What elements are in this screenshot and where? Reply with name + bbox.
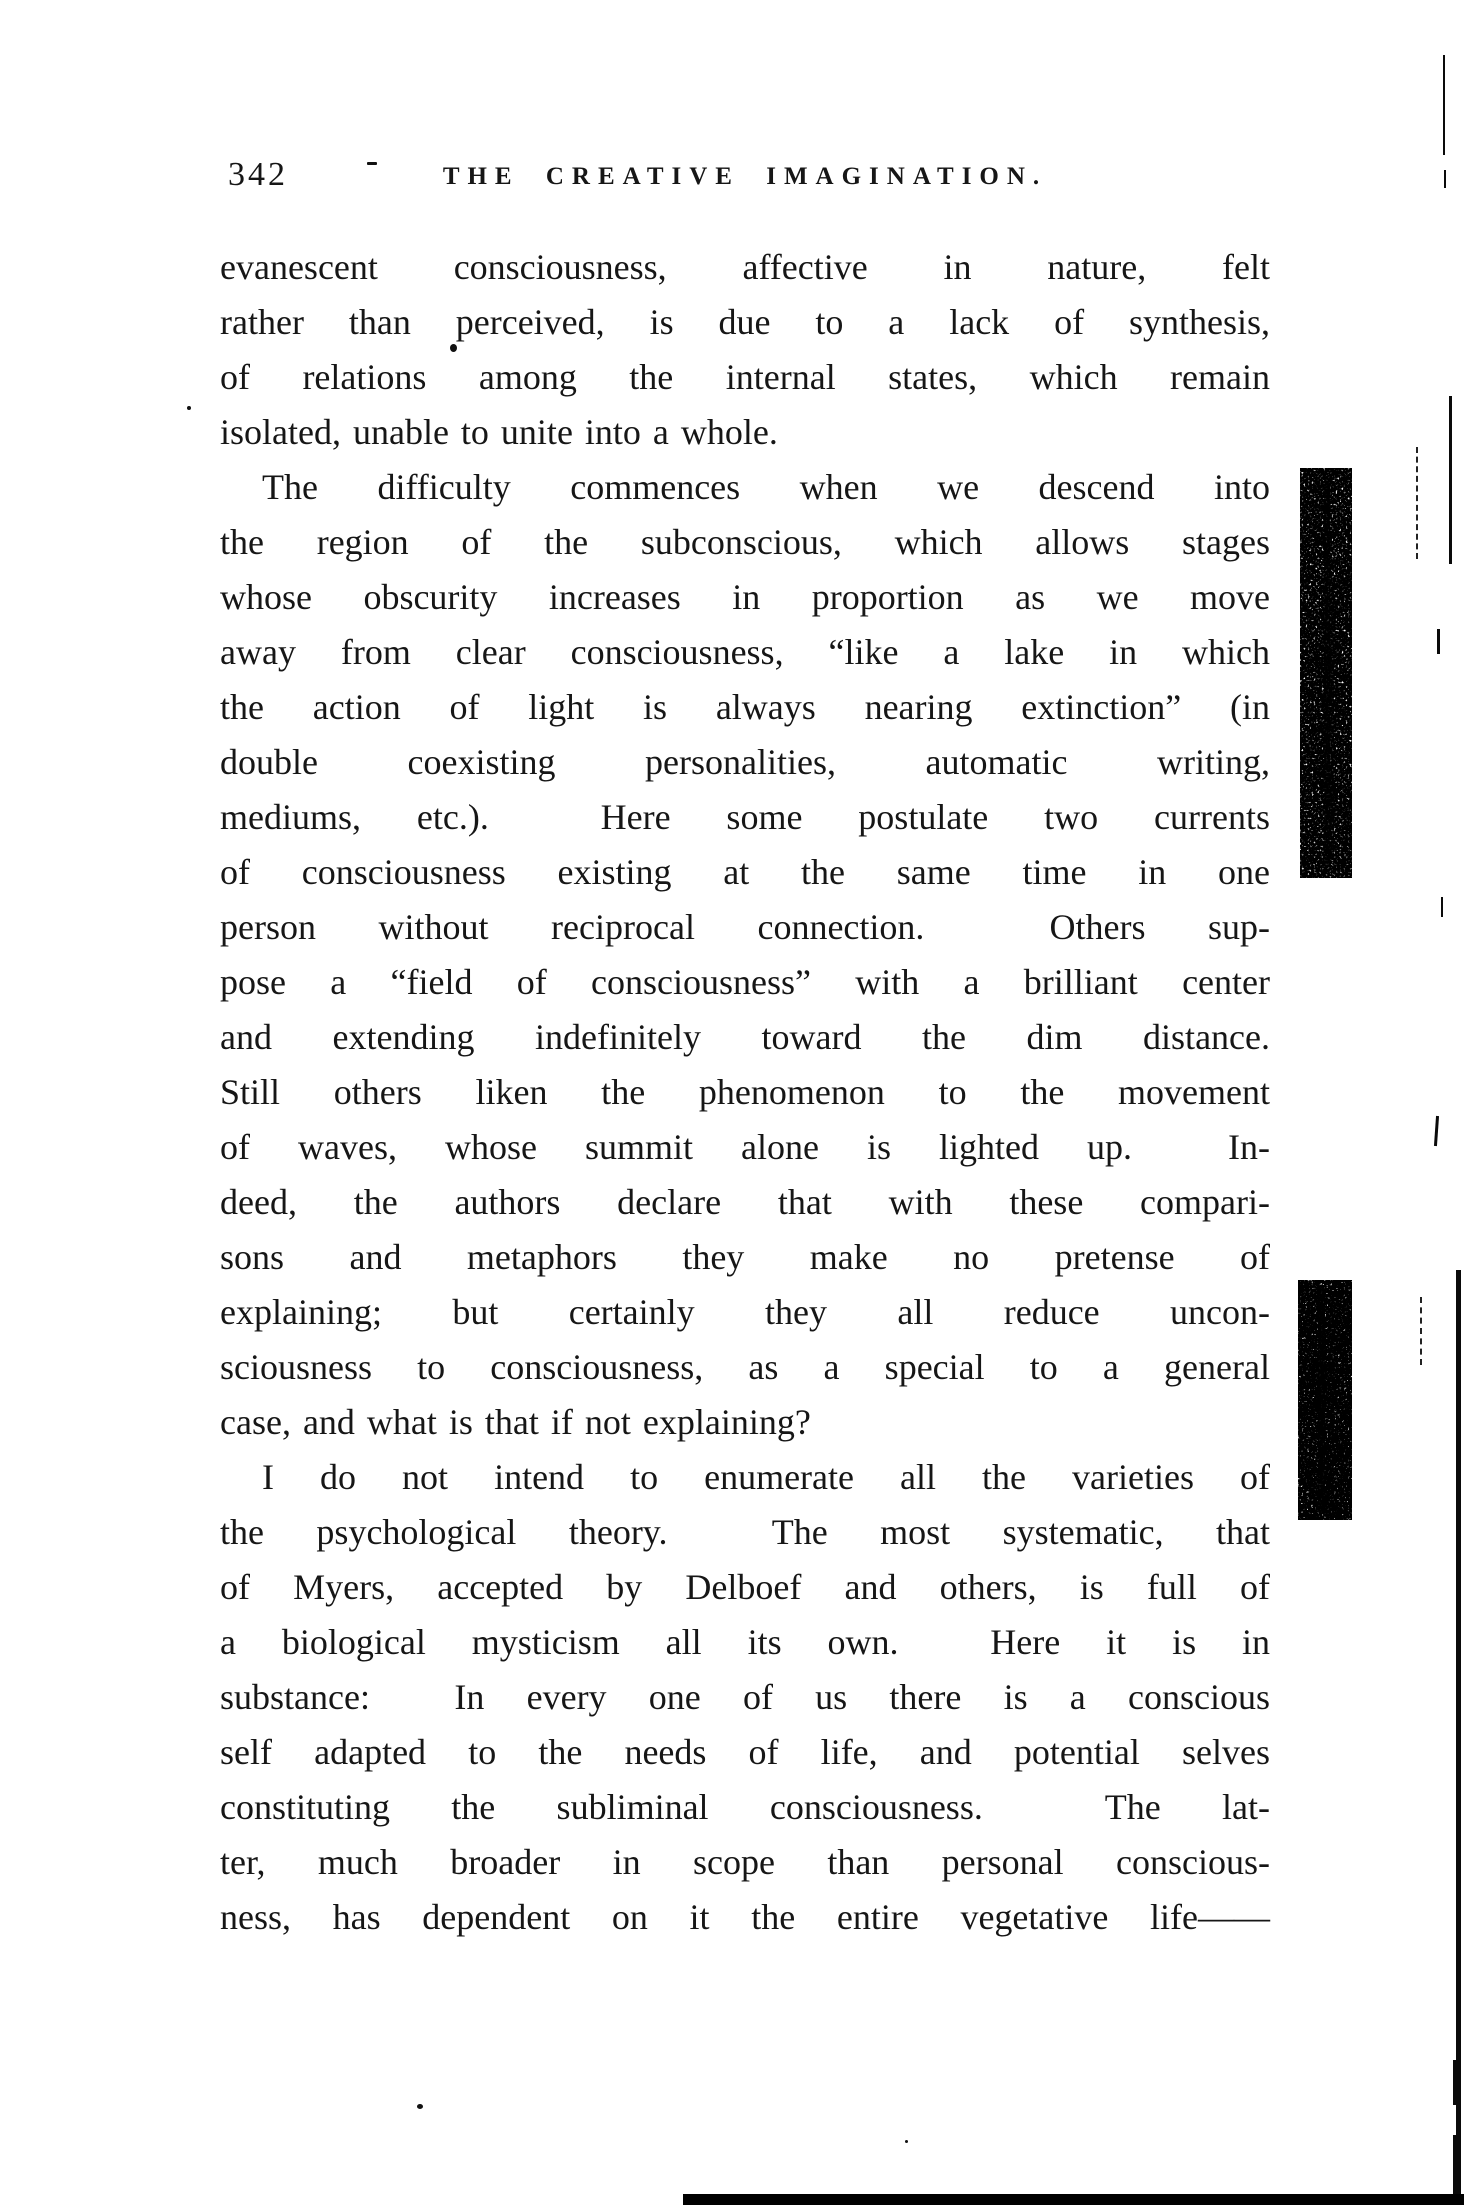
ink-speck bbox=[417, 2104, 423, 2109]
text-line: of waves, whose summit alone is lighted up. In- bbox=[220, 1127, 1270, 1167]
margin-line bbox=[1443, 55, 1445, 155]
text-line: double coexisting personalities, automatic writing, bbox=[220, 742, 1270, 782]
margin-tick bbox=[1441, 897, 1443, 917]
text-line: explaining; but certainly they all reduce uncon- bbox=[220, 1292, 1270, 1332]
text-line: a biological mysticism all its own. Here it is in bbox=[220, 1622, 1270, 1662]
text-line: self adapted to the needs of life, and potential selves bbox=[220, 1732, 1270, 1772]
ink-speck bbox=[905, 2140, 908, 2143]
text-line: ter, much broader in scope than personal conscious- bbox=[220, 1842, 1270, 1882]
text-line: ness, has dependent on it the entire vegetative life—— bbox=[220, 1897, 1270, 1937]
text-line: isolated, unable to unite into a whole. bbox=[220, 412, 778, 452]
margin-line bbox=[1453, 2060, 1461, 2105]
body-text bbox=[220, 240, 1270, 1945]
margin-tick bbox=[1437, 629, 1440, 654]
text-line: I do not intend to enumerate all the varieties of bbox=[262, 1457, 1270, 1497]
text-line: pose a “field of consciousness” with a brilliant center bbox=[220, 962, 1270, 1002]
text-line: The difficulty commences when we descend into bbox=[262, 467, 1270, 507]
margin-dotted-line bbox=[1420, 1297, 1422, 1365]
margin-dotted-line bbox=[1416, 447, 1418, 559]
ink-smudge-lower bbox=[1298, 1280, 1352, 1520]
text-line: sons and metaphors they make no pretense of bbox=[220, 1237, 1270, 1277]
text-line: Still others liken the phenomenon to the movement bbox=[220, 1072, 1270, 1112]
text-line: case, and what is that if not explaining? bbox=[220, 1402, 811, 1442]
text-line: evanescent consciousness, affective in nature, felt bbox=[220, 247, 1270, 287]
page-header bbox=[220, 156, 1270, 202]
text-line: of Myers, accepted by Delboef and others, is full of bbox=[220, 1567, 1270, 1607]
text-line: rather than perceived, is due to a lack of synthesis, bbox=[220, 302, 1270, 342]
ink-speck bbox=[367, 162, 377, 165]
page-title: THE CREATIVE IMAGINATION. bbox=[442, 163, 1048, 190]
text-line: deed, the authors declare that with these compari- bbox=[220, 1182, 1270, 1222]
text-line: away from clear consciousness, “like a lake in which bbox=[220, 632, 1270, 672]
text-line: sciousness to consciousness, as a special to a general bbox=[220, 1347, 1270, 1387]
text-line: and extending indefinitely toward the dim distance. bbox=[220, 1017, 1270, 1057]
text-line: the action of light is always nearing extinction” (in bbox=[220, 687, 1270, 727]
margin-line bbox=[1449, 396, 1452, 564]
scan-edge-bar bbox=[683, 2194, 1464, 2205]
text-line: of relations among the internal states, which remain bbox=[220, 357, 1270, 397]
text-line: constituting the subliminal consciousness. The lat- bbox=[220, 1787, 1270, 1827]
text-line: the psychological theory. The most systematic, that bbox=[220, 1512, 1270, 1552]
ink-smudge-upper bbox=[1300, 468, 1352, 878]
text-line: whose obscurity increases in proportion as we move bbox=[220, 577, 1270, 617]
ink-speck bbox=[187, 406, 191, 410]
text-line: substance: In every one of us there is a conscious bbox=[220, 1677, 1270, 1717]
text-line: the region of the subconscious, which allows stages bbox=[220, 522, 1270, 562]
ink-speck bbox=[450, 344, 457, 352]
margin-tick bbox=[1444, 170, 1446, 188]
margin-tick bbox=[1434, 1116, 1439, 1146]
text-line: of consciousness existing at the same time in one bbox=[220, 852, 1270, 892]
text-line: person without reciprocal connection. Others sup- bbox=[220, 907, 1270, 947]
text-line: mediums, etc.). Here some postulate two currents bbox=[220, 797, 1270, 837]
page-number: 342 bbox=[228, 156, 288, 193]
